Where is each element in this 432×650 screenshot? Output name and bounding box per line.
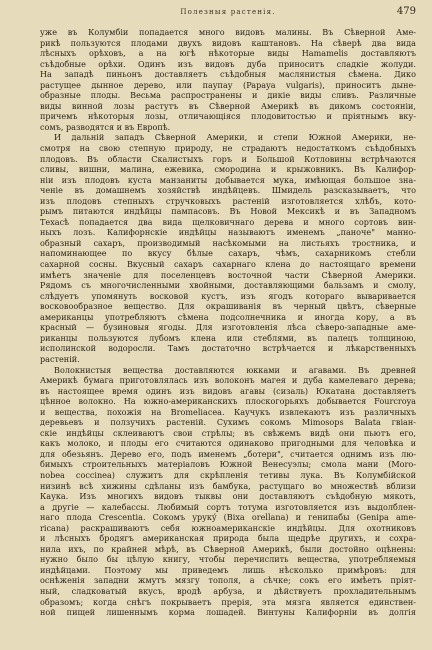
text-line: Америкѣ бумага приготовлялась изъ волоконъ магея и дуба камелеваго дерева; <box>40 375 416 386</box>
text-line: съѣдобные орѣхи. Одинъ изъ видовъ дуба приноситъ сладкіе жолуди. <box>40 58 416 69</box>
text-line: цѣнное волокно. На южно-американскихъ плоскогорьяхъ добывается Fourcroya <box>40 396 416 407</box>
text-line: ный, сладковатый вкусъ, вродѣ арбуза, и дѣйствуетъ прохладительнымъ <box>40 585 416 596</box>
page-number: 479 <box>396 6 416 17</box>
text-line: Рядомъ съ многочисленными хвойными, доставляющими бальзамъ и смолу, <box>40 280 416 291</box>
text-line: исполинской водоросли. Тамъ достаточно встрѣчается и лѣкарственныхъ <box>40 343 416 354</box>
text-line: Волокнистыя вещества доставляются юкками и агавами. Въ древней <box>54 364 416 375</box>
text-line: изъ плодовъ степныхъ стручковыхъ растеній изготовляется хлѣбъ, кото- <box>40 195 416 206</box>
text-line: оснѣженія западни жмутъ мязгу тополя, а сѣчке; сокъ его имѣетъ пріят- <box>40 575 416 586</box>
text-line: рикѣ пользуются плодами двухъ видовъ каштановъ. На сѣверѣ два вида <box>40 37 416 48</box>
text-line: nobea coccinea) служитъ для скрѣпленія тетивы лука. Въ Колумбійской <box>40 469 416 480</box>
text-line: рымъ питаются индѣйцы пампасовъ. Въ Новой Мексикѣ и въ Западномъ <box>40 206 416 217</box>
text-line: скіе индѣйцы склеиваютъ свои стрѣлы; въ свѣжемъ видѣ они пьютъ его, <box>40 427 416 438</box>
text-line: образный сахаръ, производимый насѣкомыми на листьяхъ тростника, и <box>40 237 416 248</box>
text-line: растущее дынное дерево, или паупау (Papaya vulgaris), приноситъ дыне- <box>40 79 416 90</box>
text-line: какъ молоко, и плоды его считаются одинаково пригодными для человѣка и <box>40 438 416 449</box>
text-line: Техасѣ попадается два вида щелковичнаго дерева и много сортовъ вин- <box>40 216 416 227</box>
text-line: для обезьянъ. Дерево его, подъ именемъ „ботери", считается однимъ изъ лю- <box>40 448 416 459</box>
text-line: нила ихъ, по крайней мѣрѣ, въ Сѣверной Америкѣ, были достойно оцѣнены: <box>40 543 416 554</box>
text-line: деревьевъ и ползучихъ растеній. Сухимъ сокомъ Mimosops Balata гвіан- <box>40 417 416 428</box>
text-line: а другіе — калебассы. Любимый сортъ тотума изготовляется изъ выдолблен- <box>40 501 416 512</box>
text-line: плодовъ. Въ области Скалистыхъ горъ и Большой Котловины встрѣчаются <box>40 153 416 164</box>
text-line: риканцы пользуются лубомъ клена или стеблями, въ палецъ толщиною, <box>40 332 416 343</box>
text-line: наго плода Crescentia. Сокомъ урукý (Bixa orellana) и генипабы (Genipa ame- <box>40 512 416 523</box>
text-line: нужно было бы цѣлую книгу, чтобы перечислить вещества, употребляемыя <box>40 554 416 565</box>
text-line: смотря на свою степную природу, не страдаютъ недостаткомъ съѣдобныхъ <box>40 143 416 154</box>
text-line: Каука. Изъ многихъ видовъ тыквы они доставляютъ съѣдобную мякоть, <box>40 491 416 502</box>
text-line: индѣйцами. Поэтому мы приведемъ лишь нѣсколько примѣровъ: для <box>40 564 416 575</box>
text-line: напоминающее по вкусу бѣлые сахаръ, чѣмъ, сахарникомъ стебли <box>40 248 416 259</box>
text-line: сливы, вишни, малина, ежевика, смородина и крыжовникъ. Въ Калифор- <box>40 164 416 175</box>
page-header <box>40 8 416 22</box>
text-line: ной пищей лишеннымъ корма лошадей. Винтуны Калифорніи въ долгія <box>40 607 416 618</box>
text-line: образные плоды. Весьма распространены и дикіе виды сливъ. Различные <box>40 90 416 101</box>
text-line: уже въ Колумбіи попадается много видовъ малины. Въ Сѣверной Аме- <box>40 27 416 37</box>
text-line: растеній. <box>40 353 80 364</box>
text-line: восковообразное вещество. Для окрашиванія въ черный цвѣтъ, сѣверные <box>40 301 416 312</box>
text-line: сахарной сосны. Вкусный сахаръ сахарнаго клена до настоящаго времени <box>40 259 416 270</box>
text-line: И дальній западъ Сѣверной Америки, и степи Южной Америки, не- <box>54 132 416 143</box>
text-line: слѣдуетъ упомянуть восковой кустъ, изъ ягодъ котораго вываривается <box>40 290 416 301</box>
text-line: и вещества, похожія на Bromeliacea. Каучукъ извлекаютъ изъ различныхъ <box>40 406 416 417</box>
text-line: и лѣсныхъ бродягъ американская природа была щедрѣе другихъ, и сохра- <box>40 533 416 544</box>
text-line: имѣетъ значеніе для поселенцевъ восточной части Сѣверной Америки. <box>40 269 416 280</box>
text-line: красный — бузиновыя ягоды. Для изготовленія лѣса сѣверо-западные аме- <box>40 322 416 333</box>
text-line: въ настоящее время одинъ изъ видовъ агавы (сизаль) Юкатана доставляетъ <box>40 385 416 396</box>
text-line: ченіе въ домашнемъ хозяйствѣ индѣйцевъ. Шмидель разсказываетъ, что <box>40 185 416 196</box>
text-line: американцы употребляютъ сѣмена подсолнечника и иногда кору, а въ <box>40 311 416 322</box>
text-line: виды винной лозы растутъ въ Сѣверной Америкѣ въ дикомъ состояніи, <box>40 100 416 111</box>
text-line: причемъ нѣкоторыя лозы, отличающіяся плодовитостью и пріятнымъ вку- <box>40 111 416 122</box>
text-line: лѣсныхъ орѣховъ, а на югѣ нѣкоторые виды Hamamelis доставляютъ <box>40 48 416 59</box>
text-line: бимыхъ строительныхъ матеріаловъ Южной Венесуэлы; смола мани (Moro- <box>40 459 416 470</box>
text-line: ricana) раскрашиваютъ себя южноамериканскіе индѣйцы. Для охотниковъ <box>40 522 416 533</box>
text-line: ныхъ лозъ. Калифорнскіе индѣйцы называютъ именемъ „паноче" манно- <box>40 227 416 238</box>
text-line: образомъ; когда снѣгъ покрываетъ прерія, эта мязга является единствен- <box>40 596 416 607</box>
text-line: ніи изъ плодовъ куста манзаниты добывается мука, имѣющая большое зна- <box>40 174 416 185</box>
running-title: Полезныя растенія. <box>180 8 276 16</box>
text-line: На западѣ пиньонъ доставляетъ съѣдобныя маслянистыя сѣмена. Дико <box>40 69 416 80</box>
text-line: низинѣ всѣ хижины сдѣланы изъ бамбука, растущаго во множествѣ вблизи <box>40 480 416 491</box>
text-line: сомъ, разводятся и въ Европѣ. <box>40 121 171 132</box>
body-text <box>40 27 416 618</box>
